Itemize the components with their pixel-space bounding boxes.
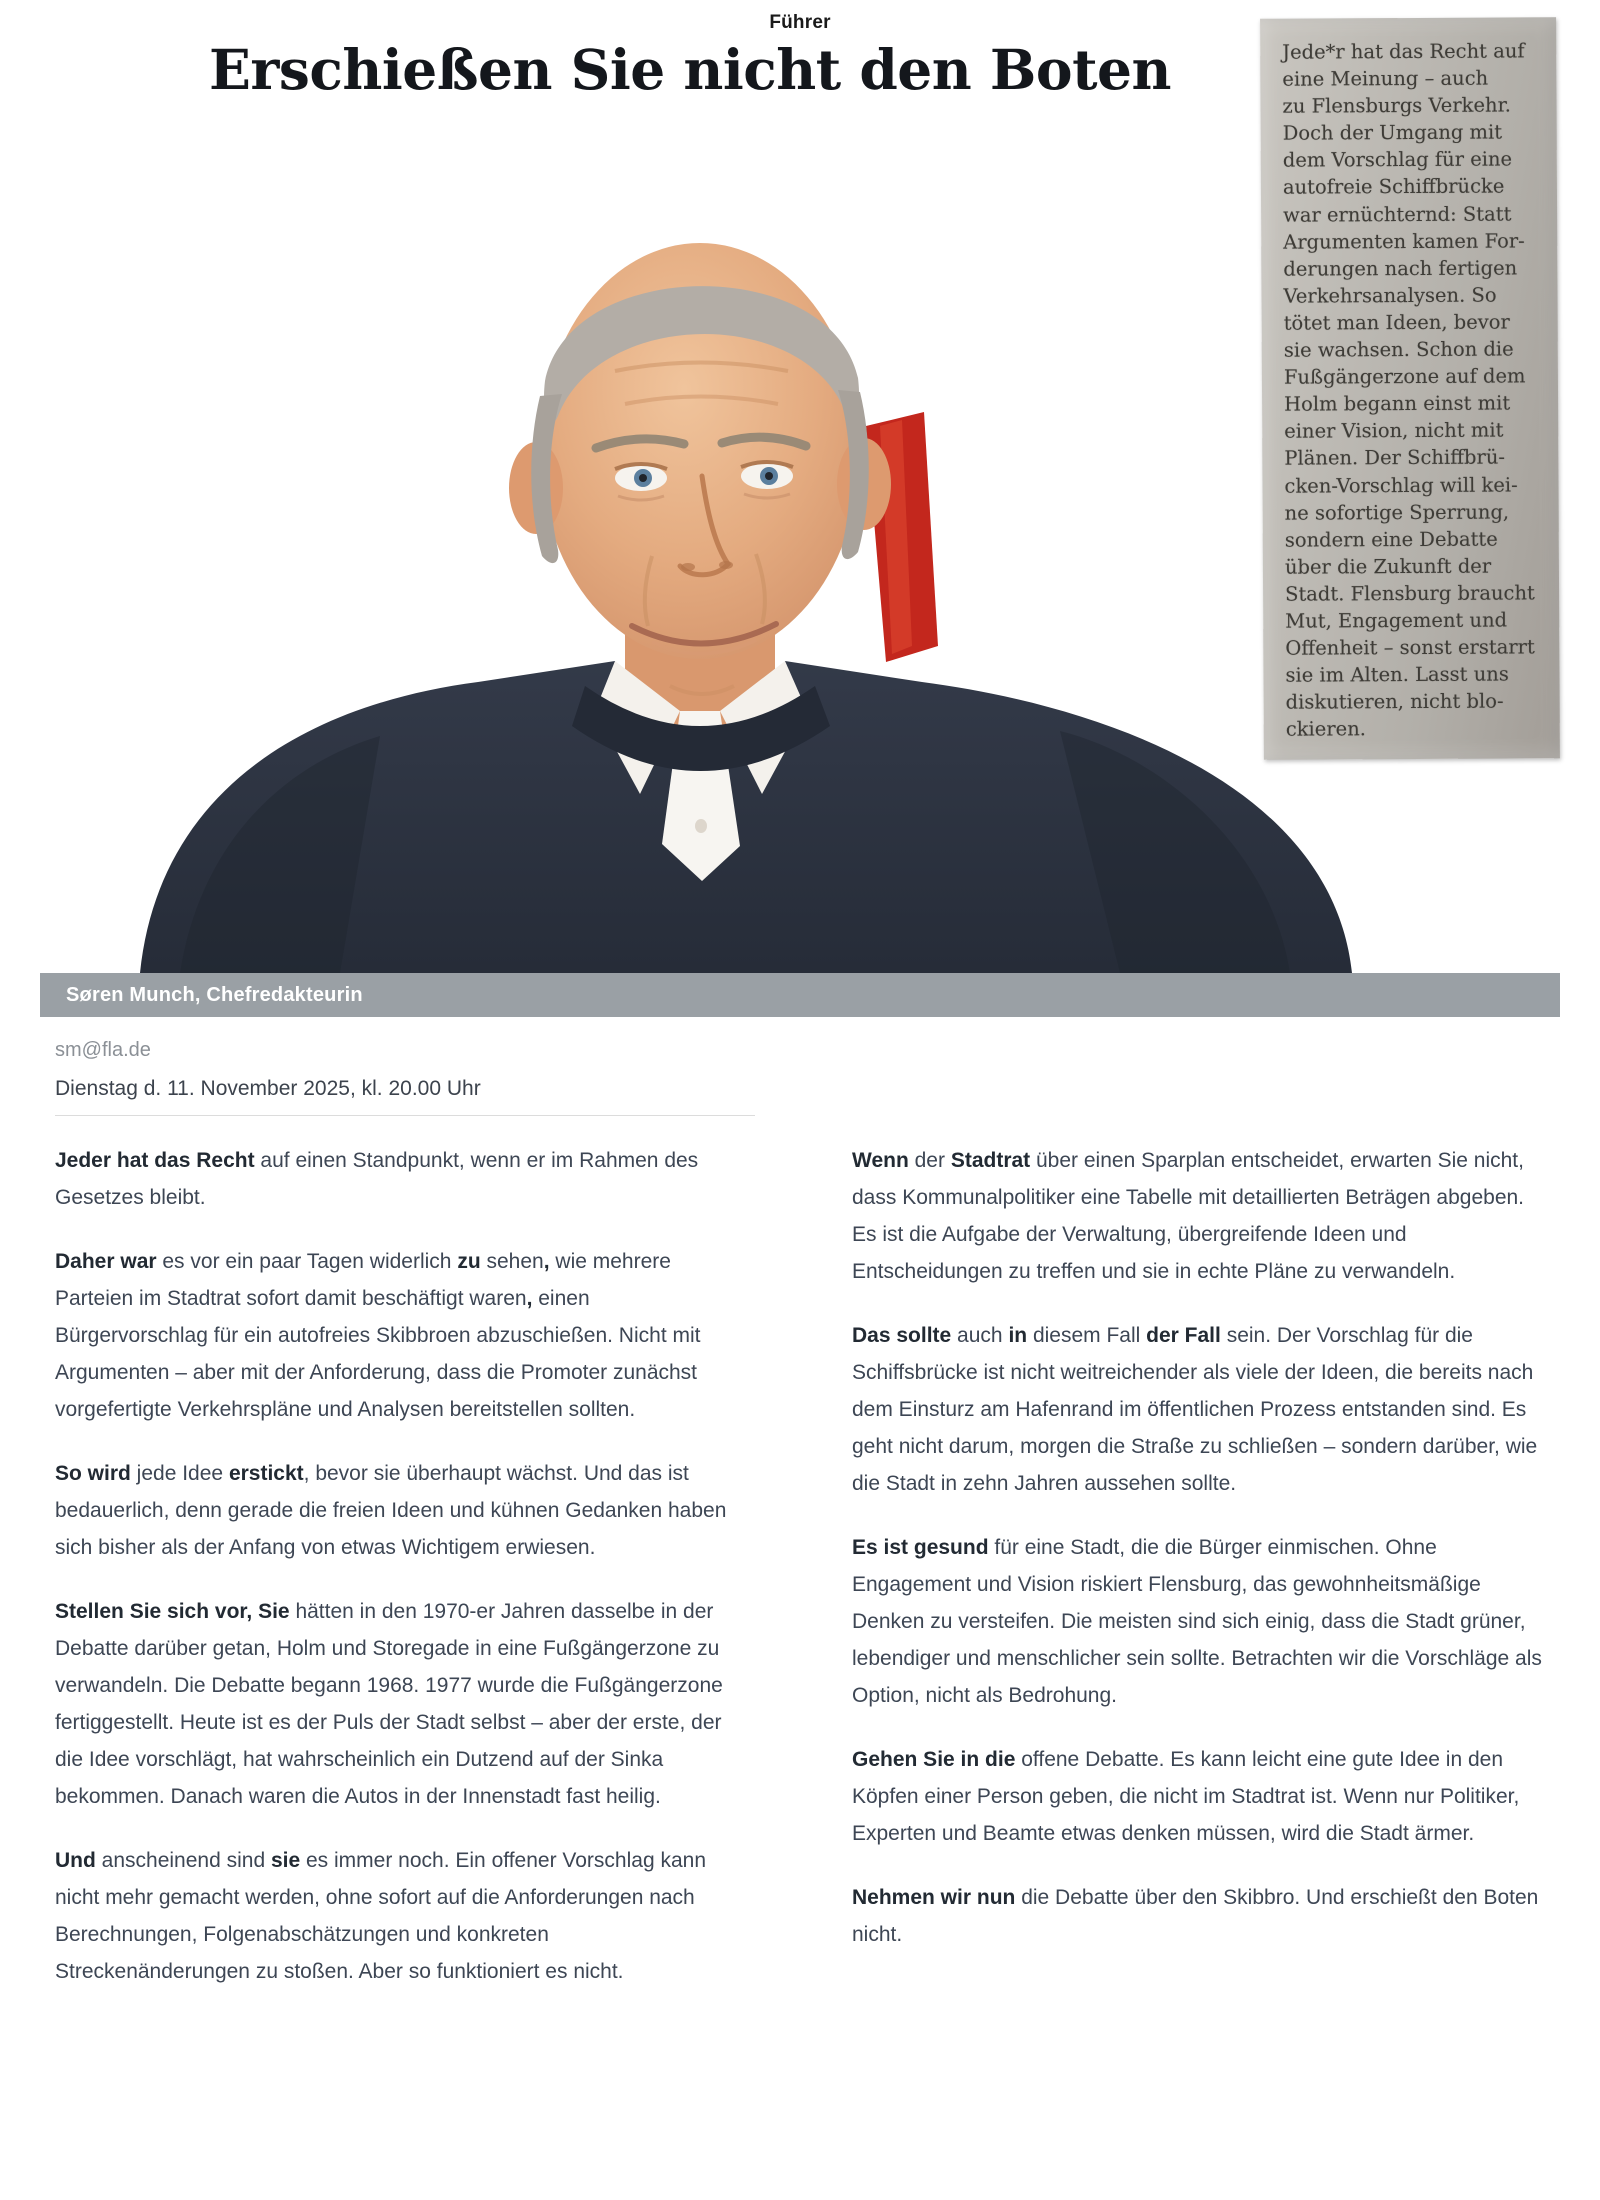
paragraph xyxy=(55,1593,748,1815)
paragraph-bold-text: Das sollte xyxy=(852,1324,952,1347)
paragraph-bold-text: sie xyxy=(270,1849,301,1872)
paragraph-bold-text: in xyxy=(1008,1324,1028,1347)
paragraph-text: für eine Stadt, die die Bürger einmischen. Ohne Engagement und Vision riskiert Flensburg, das gewohnheitsmäßige Denken zu versteifen. Die meisten sind sich einig, dass die Stadt grüner, lebendiger und menschlicher sein sollte. Betrachten wir die Vorschläge als Option, nicht als Bedrohung. xyxy=(852,1536,1542,1707)
paragraph-bold-text: , xyxy=(526,1287,533,1310)
headline-wrap xyxy=(40,38,1340,102)
clipping-line: derungen nach fertigen xyxy=(1283,256,1518,281)
clipping-line: Doch der Umgang mit xyxy=(1282,120,1503,145)
paragraph-bold-text: Stadtrat xyxy=(950,1149,1031,1172)
paragraph-bold-text: zu xyxy=(457,1250,481,1273)
clipping-line: autofreie Schiffbrücke xyxy=(1282,174,1505,200)
clipping-line: Plänen. Der Schiffbrü- xyxy=(1284,445,1506,471)
photo-caption: Søren Munch, Chefredakteurin xyxy=(66,983,363,1006)
newspaper-clipping-image xyxy=(1260,17,1560,760)
paragraph xyxy=(55,1142,748,1216)
paragraph-text: über einen Sparplan entscheidet, erwarten Sie nicht, dass Kommunalpolitiker eine Tabelle mit detaillierten Beträgen abgeben. Es ist die Aufgabe der Verwaltung, übergreifende Ideen und Entscheidungen zu treffen und sie in echte Pläne zu verwandeln. xyxy=(852,1149,1525,1283)
paragraph-text: einen Bürgervorschlag für ein autofreies Skibbroen abzuschießen. Nicht mit Argumenten – aber mit der Anforderung, dass die Promoter zunächst vorgefertigte Verkehrspläne und Analysen bereitstellen sollten. xyxy=(55,1287,701,1421)
paragraph-bold-text: Stellen Sie sich vor, Sie xyxy=(55,1600,290,1623)
clipping-line: ckieren. xyxy=(1285,717,1366,741)
paragraph-text: sehen xyxy=(480,1250,544,1273)
paragraph-bold-text: der Fall xyxy=(1146,1324,1221,1347)
paragraph xyxy=(852,1529,1545,1714)
paragraph-bold-text: Es ist gesund xyxy=(852,1536,989,1559)
clipping-line: zu Flensburgs Verkehr. xyxy=(1282,93,1511,118)
clipping-line: ne sofortige Sperrung, xyxy=(1284,500,1510,525)
paragraph xyxy=(55,1243,748,1428)
clipping-line: diskutieren, nicht blo- xyxy=(1285,689,1504,714)
clipping-line: cken-Vorschlag will kei- xyxy=(1284,472,1518,498)
paragraph-text: es immer noch. Ein offener Vorschlag kann nicht mehr gemacht werden, ohne sofort auf die Anforderungen nach Berechnungen, Folgenabschätzungen und konkreten Streckenänderungen zu stoßen. Aber so funktioniert es nicht. xyxy=(55,1849,707,1983)
publish-datetime: Dienstag d. 11. November 2025, kl. 20.00 Uhr xyxy=(55,1077,481,1100)
paragraph-text: , bevor sie überhaupt wächst. Und das ist bedauerlich, denn gerade die freien Ideen und kühnen Gedanken haben sich bisher als der Anfang von etwas Wichtigem erwiesen. xyxy=(55,1462,727,1559)
page-title: Erschießen Sie nicht den Boten xyxy=(209,37,1171,102)
article-column-right xyxy=(852,1142,1545,2017)
clipping-line: über die Zukunft der xyxy=(1284,554,1492,579)
clipping-line: eine Meinung – auch xyxy=(1282,66,1489,91)
paragraph-text: wie mehrere Parteien im Stadtrat sofort damit beschäftigt waren xyxy=(55,1250,671,1310)
clipping-line: Stadt. Flensburg braucht xyxy=(1285,581,1535,606)
clipping-line: Argumenten kamen For- xyxy=(1283,229,1525,254)
paragraph-text: die Debatte über den Skibbro. Und erschießt den Boten nicht. xyxy=(852,1886,1539,1946)
article-meta xyxy=(40,1039,1560,1116)
paragraph-bold-text: Jeder hat das Recht xyxy=(55,1149,255,1172)
paragraph xyxy=(852,1142,1545,1290)
paragraph-bold-text: Daher war xyxy=(55,1250,157,1273)
clipping-line: Offenheit – sonst erstarrt xyxy=(1285,635,1535,660)
clipping-line: Holm begann einst mit xyxy=(1284,391,1511,416)
paragraph-bold-text: , xyxy=(543,1250,550,1273)
paragraph-text: diesem Fall xyxy=(1027,1324,1147,1347)
clipping-line: war ernüchternd: Statt xyxy=(1283,202,1512,227)
paragraph-bold-text: Gehen Sie in die xyxy=(852,1748,1016,1771)
paragraph xyxy=(852,1741,1545,1852)
clipping-line: Fußgängerzone auf dem xyxy=(1283,364,1526,389)
paragraph-bold-text: Nehmen wir nun xyxy=(852,1886,1016,1909)
clipping-line: sondern eine Debatte xyxy=(1284,527,1498,552)
author-email: sm@fla.de xyxy=(55,1039,151,1061)
paragraph-text: anscheinend sind xyxy=(95,1849,271,1872)
clipping-line: sie wachsen. Schon die xyxy=(1283,337,1514,362)
clipping-line: dem Vorschlag für eine xyxy=(1282,147,1513,173)
paragraph-text: der xyxy=(908,1149,951,1172)
paragraph xyxy=(55,1842,748,1990)
clipping-line: Verkehrsanalysen. So xyxy=(1283,283,1497,308)
paragraph-text: auch xyxy=(951,1324,1009,1347)
paragraph-bold-text: Und xyxy=(55,1849,96,1872)
paragraph xyxy=(852,1879,1545,1953)
paragraph-bold-text: Wenn xyxy=(852,1149,909,1172)
paragraph-bold-text: erstickt xyxy=(228,1462,304,1485)
paragraph-text: hätten in den 1970-er Jahren dasselbe in der Debatte darüber getan, Holm und Storegade in eine Fußgängerzone zu verwandeln. Die Debatte begann 1968. 1977 wurde die Fußgängerzone fertiggestellt. Heute ist es der Puls der Stadt selbst – aber der erste, der die Idee vorschlägt, hat wahrscheinlich ein Dutzend auf der Sinka bekommen. Danach waren die Autos in der Innenstadt fast heilig. xyxy=(55,1600,723,1808)
paragraph-text: jede Idee xyxy=(130,1462,229,1485)
paragraph-text: offene Debatte. Es kann leicht eine gute Idee in den Köpfen einer Person geben, die nicht im Stadtrat ist. Wenn nur Politiker, Experten und Beamte etwas denken müssen, wird die Stadt ärmer. xyxy=(852,1748,1520,1845)
article-column-left xyxy=(55,1142,748,2017)
paragraph xyxy=(852,1317,1545,1502)
paragraph xyxy=(55,1455,748,1566)
meta-divider xyxy=(55,1115,755,1116)
clipping-line: Jede*r hat das Recht auf xyxy=(1282,39,1525,64)
article-body xyxy=(55,1142,1545,2017)
photo-caption-bar xyxy=(40,973,1560,1017)
paragraph-text: auf einen Standpunkt, wenn er im Rahmen des Gesetzes bleibt. xyxy=(55,1149,699,1209)
clipping-line: sie im Alten. Lasst uns xyxy=(1285,662,1509,687)
clipping-line: Mut, Engagement und xyxy=(1285,608,1508,633)
clipping-line: einer Vision, nicht mit xyxy=(1284,418,1504,443)
kicker: Führer xyxy=(769,12,831,33)
paragraph-text: sein. Der Vorschlag für die Schiffsbrücke ist nicht weitreichender als viele der Ideen, die bereits nach dem Einsturz am Hafenrand im öffentlichen Prozess entstanden sind. Es geht nicht darum, morgen die Straße zu schließen – sondern darüber, wie die Stadt in zehn Jahren aussehen sollte. xyxy=(852,1324,1538,1495)
paragraph-text: es vor ein paar Tagen widerlich xyxy=(156,1250,458,1273)
clipping-line: tötet man Ideen, bevor xyxy=(1283,310,1510,335)
paragraph-bold-text: So wird xyxy=(55,1462,131,1485)
